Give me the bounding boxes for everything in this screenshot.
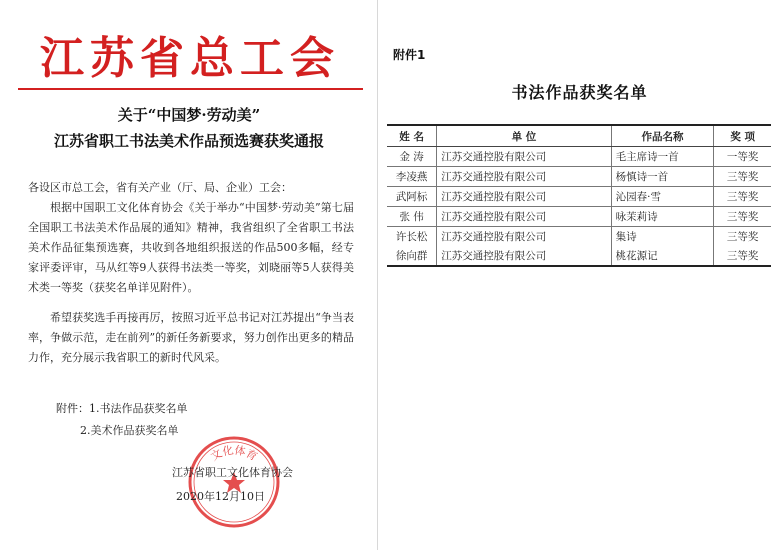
appendix-label: 附件1 xyxy=(393,48,426,62)
cell-unit: 江苏交通控股有限公司 xyxy=(437,187,611,207)
table-row xyxy=(387,187,771,207)
header-name: 姓 名 xyxy=(387,125,437,147)
table-row xyxy=(387,147,771,167)
cell-name: 金 涛 xyxy=(387,147,437,167)
attachment-item-1: 附件：1.书法作品获奖名单 xyxy=(56,402,188,415)
cell-name: 张 伟 xyxy=(387,207,437,227)
notice-page xyxy=(0,0,378,550)
notice-title-line2: 江苏省职工书法美术作品预选赛获奖通报 xyxy=(53,132,324,150)
header-work: 作品名称 xyxy=(611,125,714,147)
cell-unit: 江苏交通控股有限公司 xyxy=(437,147,611,167)
cell-name: 许长松 xyxy=(395,231,428,243)
signature-date: 2020年12月10日 xyxy=(176,490,265,503)
notice-title-line1: 关于“中国梦·劳动美” xyxy=(117,106,261,124)
cell-unit: 江苏交通控股有限公司 xyxy=(437,227,611,247)
cell-work: 沁园春·雪 xyxy=(611,187,714,207)
body-paragraph-1: 根据中国职工文化体育协会《关于举办“中国梦·劳动美”第七届全国职工书法美术作品展的通知》精神，我省组织了全省职工书法美术作品征集预选赛，共收到各地组织报送的作品500多幅，经专家评委评审，马从红等9人获得书法类一等奖，刘晓丽等5人获得美术类一等奖（获奖名单详见附件）。 xyxy=(28,201,354,294)
official-seal-icon xyxy=(184,432,284,532)
body-paragraph-2: 希望获奖选手再接再厉，按照习近平总书记对江苏提出“争当表率，争做示范，走在前列”的新任务新要求，努力创作出更多的精品力作，充分展示我省职工的新时代风采。 xyxy=(28,311,354,364)
award-list-page xyxy=(379,0,780,550)
seal-lettering: 文化体育 xyxy=(208,443,260,464)
cell-prize: 三等奖 xyxy=(714,167,771,187)
award-table xyxy=(387,124,771,267)
cell-work: 杨慎诗一首 xyxy=(611,167,714,187)
cell-work: 集诗 xyxy=(611,227,714,247)
table-row xyxy=(387,167,771,187)
table-header-row xyxy=(387,125,771,147)
cell-prize: 三等奖 xyxy=(714,246,771,266)
cell-prize: 三等奖 xyxy=(714,207,771,227)
table-row xyxy=(387,227,771,247)
cell-unit: 江苏交通控股有限公司 xyxy=(437,167,611,187)
red-divider xyxy=(18,88,363,90)
cell-work: 毛主席诗一首 xyxy=(611,147,714,167)
cell-prize: 一等奖 xyxy=(714,147,771,167)
cell-work: 咏茉莉诗 xyxy=(611,207,714,227)
header-unit: 单 位 xyxy=(437,125,611,147)
table-row xyxy=(387,246,771,266)
cell-unit: 江苏交通控股有限公司 xyxy=(437,246,611,266)
salutation: 各设区市总工会，省有关产业（厅、局、企业）工会： xyxy=(28,181,292,194)
cell-prize: 三等奖 xyxy=(714,227,771,247)
signature-org: 江苏省职工文化体育协会 xyxy=(172,466,293,479)
header-prize: 奖 项 xyxy=(714,125,771,147)
cell-name: 徐向群 xyxy=(387,246,437,266)
cell-name: 李凌燕 xyxy=(387,167,437,187)
cell-work: 桃花源记 xyxy=(611,246,714,266)
cell-name: 武阿标 xyxy=(387,187,437,207)
table-row xyxy=(387,207,771,227)
attachment-item-2: 2.美术作品获奖名单 xyxy=(80,424,179,437)
cell-unit: 江苏交通控股有限公司 xyxy=(437,207,611,227)
award-list-title: 书法作品获奖名单 xyxy=(511,83,648,102)
org-header: 江苏省总工会 xyxy=(40,33,340,84)
cell-prize: 三等奖 xyxy=(714,187,771,207)
